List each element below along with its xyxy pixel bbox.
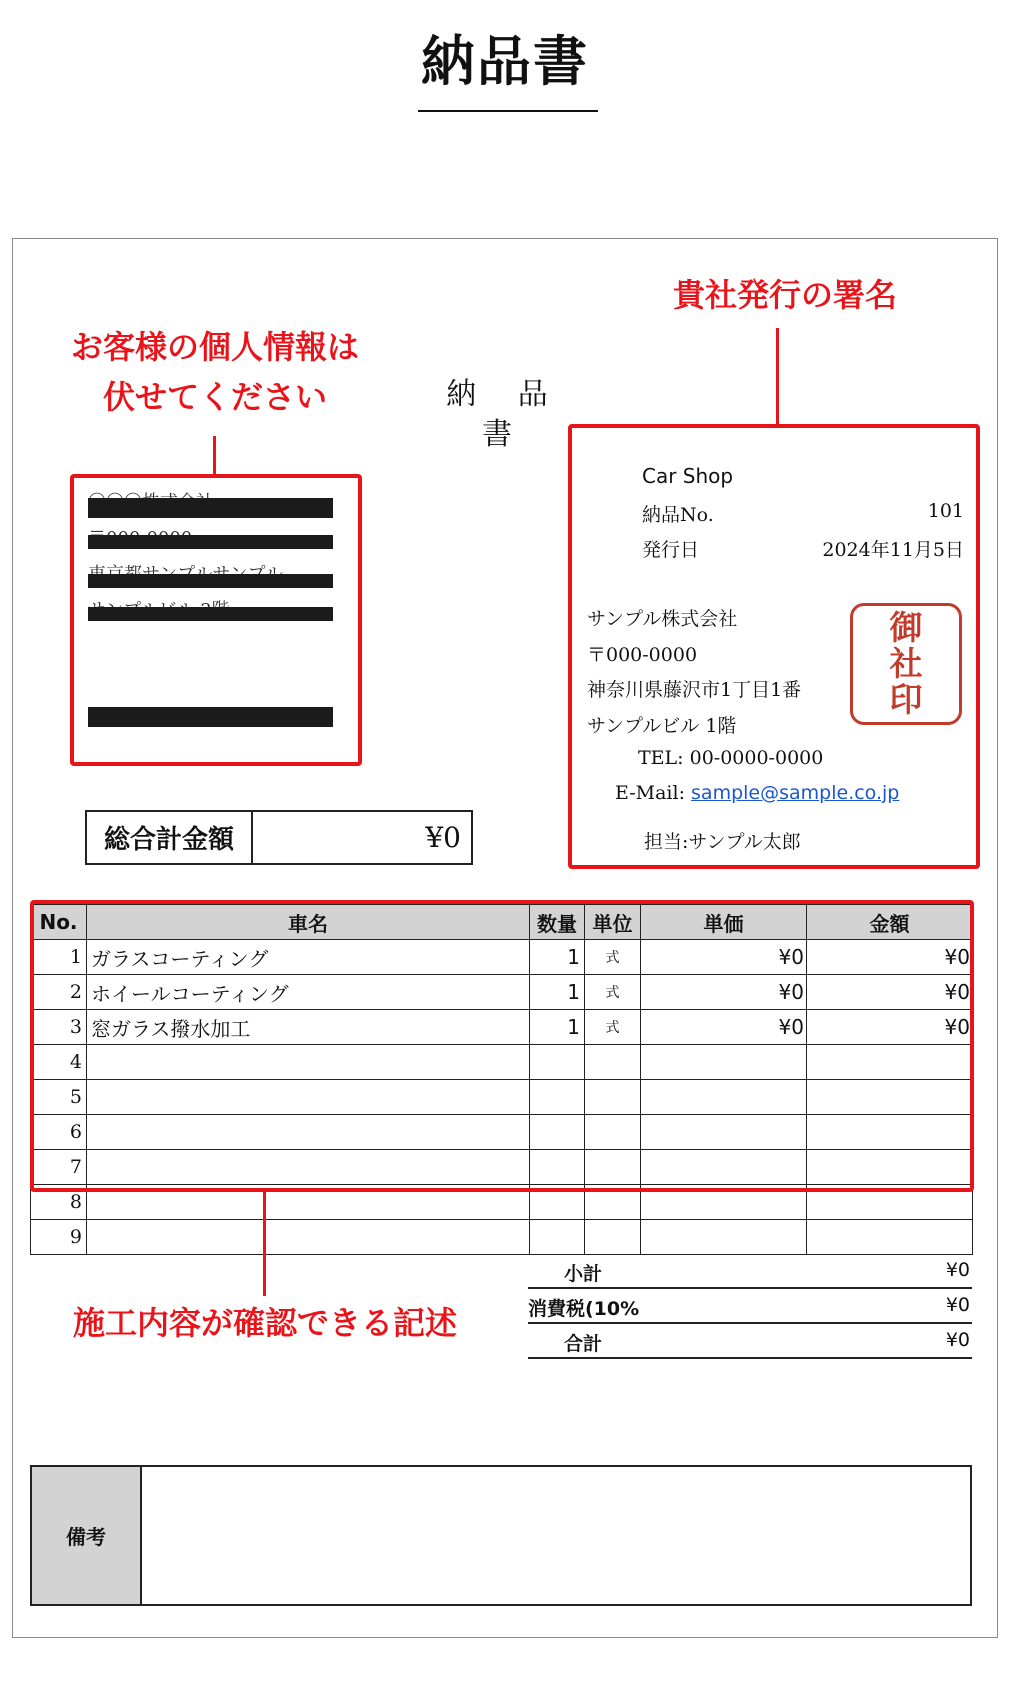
table-row — [31, 1220, 973, 1255]
issuer-postal: 〒000-0000 — [587, 644, 698, 666]
contact-label: 担当: — [644, 831, 689, 853]
delivery-no-value: 101 — [927, 500, 964, 522]
issue-date-value: 2024年11月5日 — [822, 539, 964, 561]
cell-quantity: 1 — [530, 975, 585, 1010]
subtotal-label: 小計 — [564, 1263, 603, 1285]
issuer-annotation-pointer — [776, 328, 779, 424]
col-header-qty: 数量 — [530, 905, 585, 940]
cell-unit: 式 — [585, 975, 641, 1010]
total-value: ¥0 — [945, 1329, 970, 1351]
tel-value: 00-0000-0000 — [689, 747, 824, 769]
customer-annotation-pointer — [213, 436, 216, 474]
cell-unit-price: ¥0 — [641, 975, 807, 1010]
issuer-shop-name: Car Shop — [642, 464, 734, 488]
delivery-no-label: 納品No. — [642, 504, 714, 526]
email-label: E-Mail: — [615, 782, 685, 804]
issuer-company: サンプル株式会社 — [587, 608, 738, 630]
cell-vehicle-name: ガラスコーティング — [87, 940, 530, 975]
col-header-vehicle: 車名 — [87, 905, 530, 940]
cell-no: 3 — [31, 1010, 87, 1045]
cell-no: 2 — [31, 975, 87, 1010]
subtotal-row — [528, 1255, 972, 1289]
cell-unit-price — [641, 1220, 807, 1255]
cell-no: 6 — [31, 1115, 87, 1150]
document-title: 納 品 書 — [446, 377, 564, 452]
cell-unit: 式 — [585, 940, 641, 975]
cell-vehicle-name — [87, 1220, 530, 1255]
cell-no: 7 — [31, 1150, 87, 1185]
cell-no: 4 — [31, 1045, 87, 1080]
cell-no: 9 — [31, 1220, 87, 1255]
col-header-price: 単価 — [641, 905, 807, 940]
remarks-label: 備考 — [32, 1467, 142, 1604]
customer-highlight-box — [70, 474, 362, 766]
col-header-amount: 金額 — [807, 905, 973, 940]
contact-name: サンプル太郎 — [688, 831, 801, 853]
items-annotation-pointer — [263, 1192, 266, 1296]
seal-char: 印 — [889, 680, 923, 719]
seal-char: 社 — [889, 644, 923, 683]
customer-annotation-line1: お客様の個人情報は — [70, 328, 359, 366]
cell-amount: ¥0 — [807, 940, 973, 975]
grand-total-box — [85, 810, 473, 865]
cell-no: 1 — [31, 940, 87, 975]
grand-total-value: ¥0 — [425, 821, 461, 854]
tax-row — [528, 1290, 972, 1324]
col-header-unit: 単位 — [585, 905, 641, 940]
seal-char: 御 — [889, 608, 923, 647]
cell-unit: 式 — [585, 1010, 641, 1045]
page-title: 納品書 — [421, 30, 589, 93]
cell-amount: ¥0 — [807, 1010, 973, 1045]
total-row — [528, 1325, 972, 1359]
grand-total-label: 総合計金額 — [87, 812, 253, 863]
title-underline — [418, 110, 598, 112]
items-highlight-box — [30, 900, 974, 1192]
tax-value: ¥0 — [945, 1294, 970, 1316]
cell-amount — [807, 1220, 973, 1255]
cell-unit-price: ¥0 — [641, 1010, 807, 1045]
col-header-no: No. — [31, 905, 87, 940]
cell-unit-price: ¥0 — [641, 940, 807, 975]
cell-quantity — [530, 1220, 585, 1255]
tax-label: 消費税(10% — [528, 1298, 640, 1320]
cell-no: 8 — [31, 1185, 87, 1220]
issuer-annotation: 貴社発行の署名 — [672, 276, 897, 314]
issuer-building: サンプルビル 1階 — [587, 715, 737, 737]
cell-amount: ¥0 — [807, 975, 973, 1010]
issuer-address: 神奈川県藤沢市1丁目1番 — [587, 679, 802, 701]
cell-quantity: 1 — [530, 940, 585, 975]
customer-annotation-line2: 伏せてください — [102, 378, 327, 416]
email-link[interactable]: sample@sample.co.jp — [691, 782, 900, 804]
total-label: 合計 — [564, 1333, 603, 1355]
cell-vehicle-name: ホイールコーティング — [87, 975, 530, 1010]
issuer-highlight-box — [568, 424, 980, 869]
items-annotation: 施工内容が確認できる記述 — [72, 1304, 457, 1342]
tel-label: TEL: — [638, 747, 684, 769]
cell-unit — [585, 1220, 641, 1255]
customer-annotation — [50, 322, 380, 422]
remarks-box — [30, 1465, 972, 1606]
remarks-content — [142, 1467, 970, 1604]
subtotal-value: ¥0 — [945, 1259, 970, 1281]
cell-quantity: 1 — [530, 1010, 585, 1045]
cell-no: 5 — [31, 1080, 87, 1115]
issue-date-label: 発行日 — [642, 539, 700, 561]
cell-vehicle-name: 窓ガラス撥水加工 — [87, 1010, 530, 1045]
